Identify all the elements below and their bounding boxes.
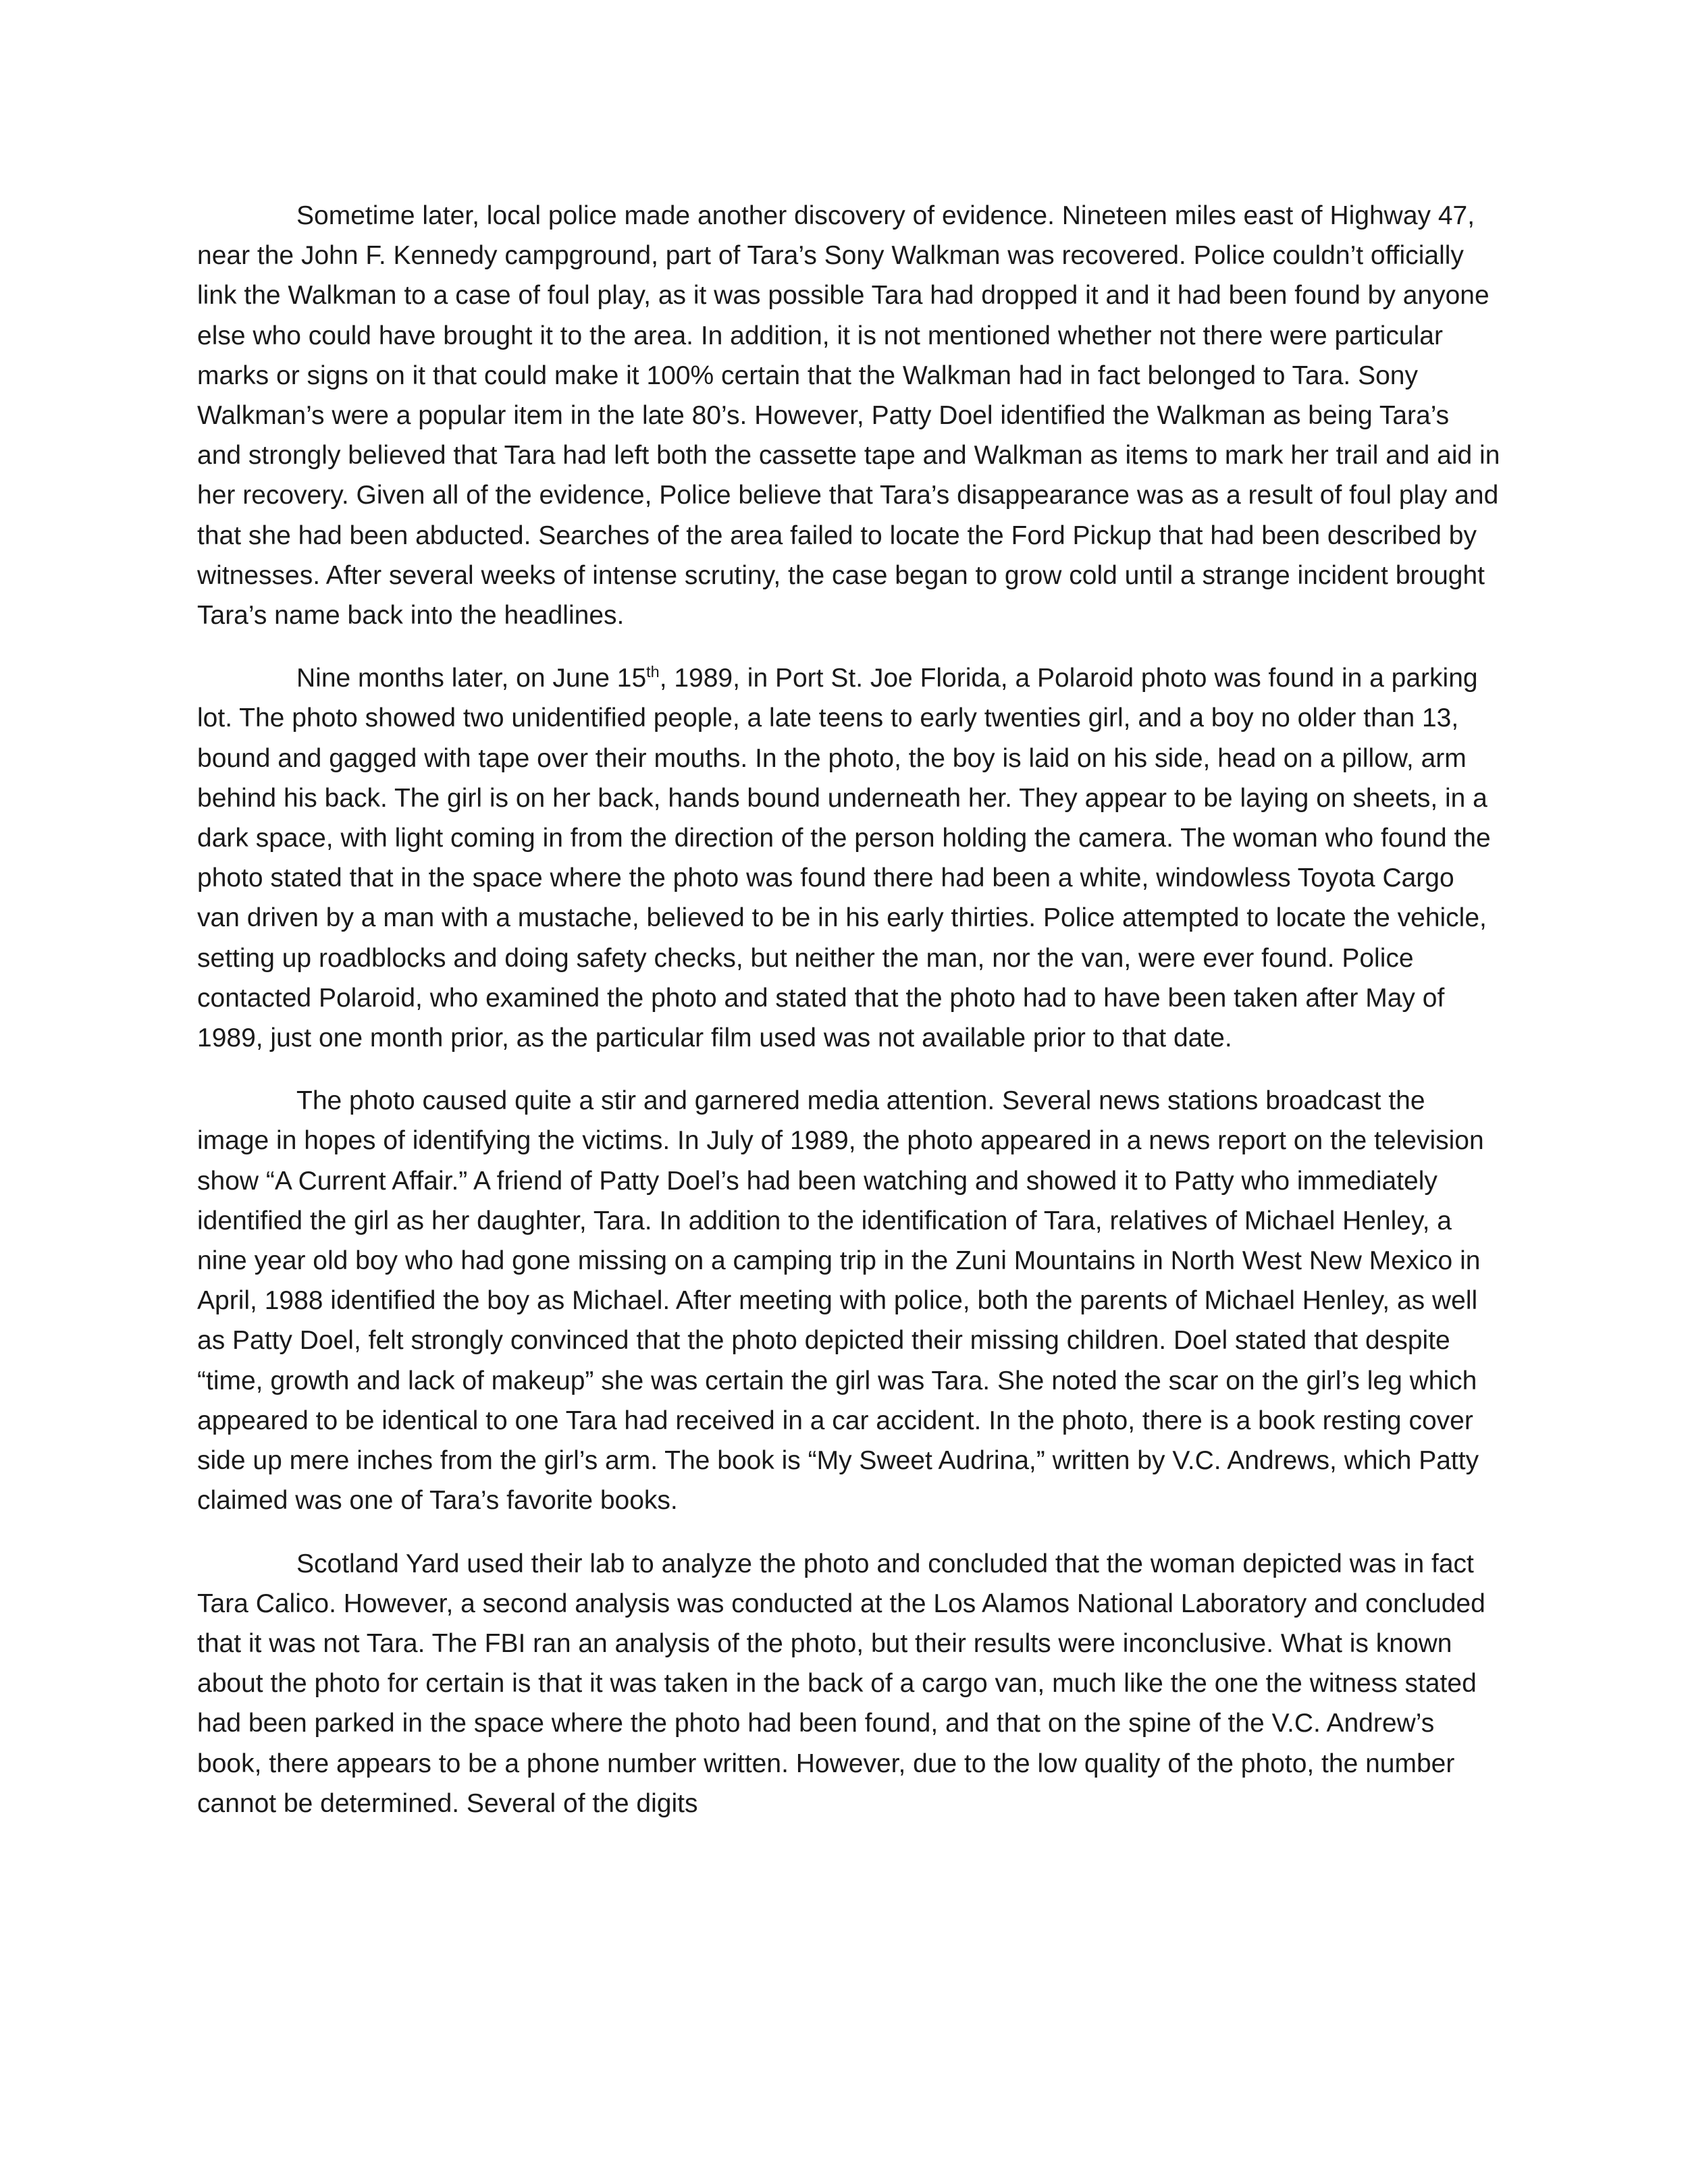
ordinal-superscript: th	[646, 663, 660, 681]
body-text	[197, 196, 1500, 1846]
paragraph-polaroid-rest: , 1989, in Port St. Joe Florida, a Polaroid photo was found in a parking lot. The photo showed two unidentified people, a late teens to early twenties girl, and a boy no older than 13, bound and gagged with tape over their mouths. In the photo, the boy is laid on his side, head on a pillow, arm behind his back. The girl is on her back, hands bound underneath her. They appear to be laying on sheets, in a dark space, with light coming in from the direction of the person holding the camera. The woman who found the photo stated that in the space where the photo was found there had been a white, windowless Toyota Cargo van driven by a man with a mustache, believed to be in his early thirties. Police attempted to locate the vehicle, setting up roadblocks and doing safety checks, but neither the man, nor the van, were ever found. Police contacted Polaroid, who examined the photo and stated that the photo had to have been taken after May of 1989, just one month prior, as the particular film used was not available prior to that date.	[197, 664, 1491, 1053]
paragraph-analysis: Scotland Yard used their lab to analyze the photo and concluded that the woman depicted was in fact Tara Calico. However, a second analysis was conducted at the Los Alamos National Laboratory and concluded that it was not Tara. The FBI ran an analysis of the photo, but their results were inconclusive. What is known about the photo for certain is that it was taken in the back of a cargo van, much like the one the witness stated had been parked in the space where the photo had been found, and that on the spine of the V.C. Andrew’s book, there appears to be a phone number written. However, due to the low quality of the photo, the number cannot be determined. Several of the digits	[197, 1549, 1485, 1818]
paragraph-walkman: Sometime later, local police made another discovery of evidence. Nineteen miles east of Highway 47, near the John F. Kennedy campground, part of Tara’s Sony Walkman was recovered. Police couldn’t officially link the Walkman to a case of foul play, as it was possible Tara had dropped it and it had been found by anyone else who could have brought it to the area. In addition, it is not mentioned whether not there were particular marks or signs on it that could make it 100% certain that the Walkman had in fact belonged to Tara. Sony Walkman’s were a popular item in the late 80’s. However, Patty Doel identified the Walkman as being Tara’s and strongly believed that Tara had left both the cassette tape and Walkman as items to mark her trail and aid in her recovery. Given all of the evidence, Police believe that Tara’s disappearance was as a result of foul play and that she had been abducted. Searches of the area failed to locate the Ford Pickup that had been described by witnesses. After several weeks of intense scrutiny, the case began to grow cold until a strange incident brought Tara’s name back into the headlines.	[197, 201, 1500, 631]
paragraph-media-attention: The photo caused quite a stir and garnered media attention. Several news stations broadcast the image in hopes of identifying the victims. In July of 1989, the photo appeared in a news report on the television show “A Current Affair.” A friend of Patty Doel’s had been watching and showed it to Patty who immediately identified the girl as her daughter, Tara. In addition to the identification of Tara, relatives of Michael Henley, a nine year old boy who had gone missing on a camping trip in the Zuni Mountains in North West New Mexico in April, 1988 identified the boy as Michael. After meeting with police, both the parents of Michael Henley, as well as Patty Doel, felt strongly convinced that the photo depicted their missing children. Doel stated that despite “time, growth and lack of makeup” she was certain the girl was Tara. She noted the scar on the girl’s leg which appeared to be identical to one Tara had received in a car accident. In the photo, there is a book resting cover side up mere inches from the girl’s arm. The book is “My Sweet Audrina,” written by V.C. Andrews, which Patty claimed was one of Tara’s favorite books.	[197, 1086, 1484, 1516]
paragraph-polaroid-start: Nine months later, on June 15	[296, 664, 647, 693]
paragraph-polaroid	[197, 658, 1500, 1058]
